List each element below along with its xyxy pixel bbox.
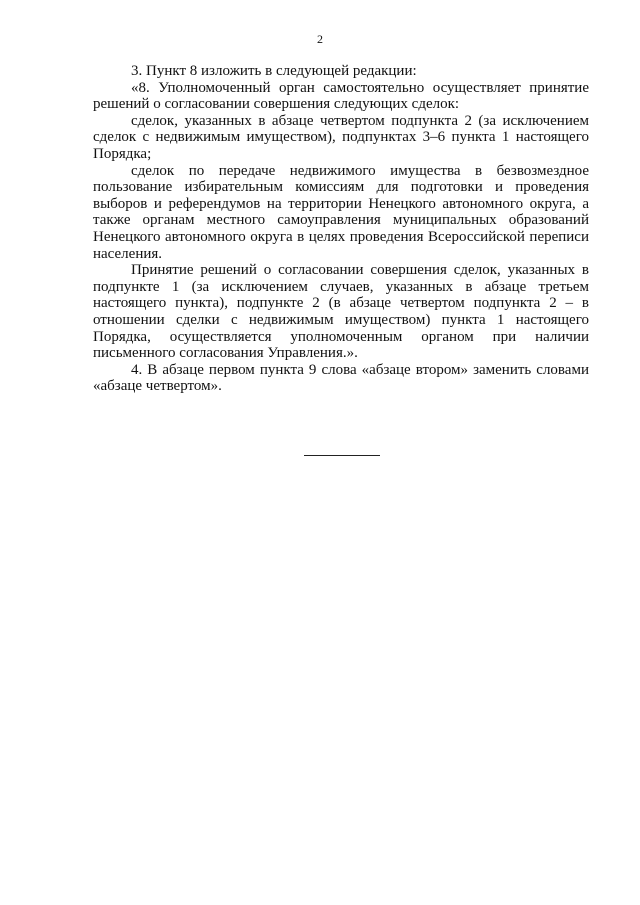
document-body — [93, 63, 589, 395]
paragraph-item-4: 4. В абзаце первом пункта 9 слова «абзаце втором» заменить словами «абзаце четвертом». — [93, 361, 589, 395]
paragraph-item-3-heading: 3. Пункт 8 изложить в следующей редакции: — [131, 63, 417, 79]
paragraph-deals-list-1: сделок, указанных в абзаце четвертом подпункта 2 (за исключением сделок с недвижимым имуществом), подпунктах 3–6 пункта 1 настоящего Порядка; — [93, 112, 589, 162]
paragraph-approval-conditions: Принятие решений о согласовании совершения сделок, указанных в подпункте 1 (за исключением случаев, указанных в абзаце третьем настоящего пункта), подпункте 2 (в абзаце четвертом подпункта 2 – в отношении сделки с недвижимым имуществом) пункта 1 настоящего Порядка, осуществляется уполномоченным органом при наличии письменного согласования Управления.». — [93, 262, 589, 362]
paragraph-deals-list-2: сделок по передаче недвижимого имущества в безвозмездное пользование избирательным комиссиям для подготовки и проведения выборов и референдумов на территории Ненецкого автономного округа, а также органам местного самоуправления муниципальных образований Ненецкого автономного округа в целях проведения Всероссийской переписи населения. — [93, 162, 589, 262]
paragraph-item-8-intro: «8. Уполномоченный орган самостоятельно осуществляет принятие решений о согласовании совершения следующих сделок: — [93, 79, 589, 113]
end-separator-line — [304, 455, 380, 456]
page-number: 2 — [317, 32, 323, 46]
